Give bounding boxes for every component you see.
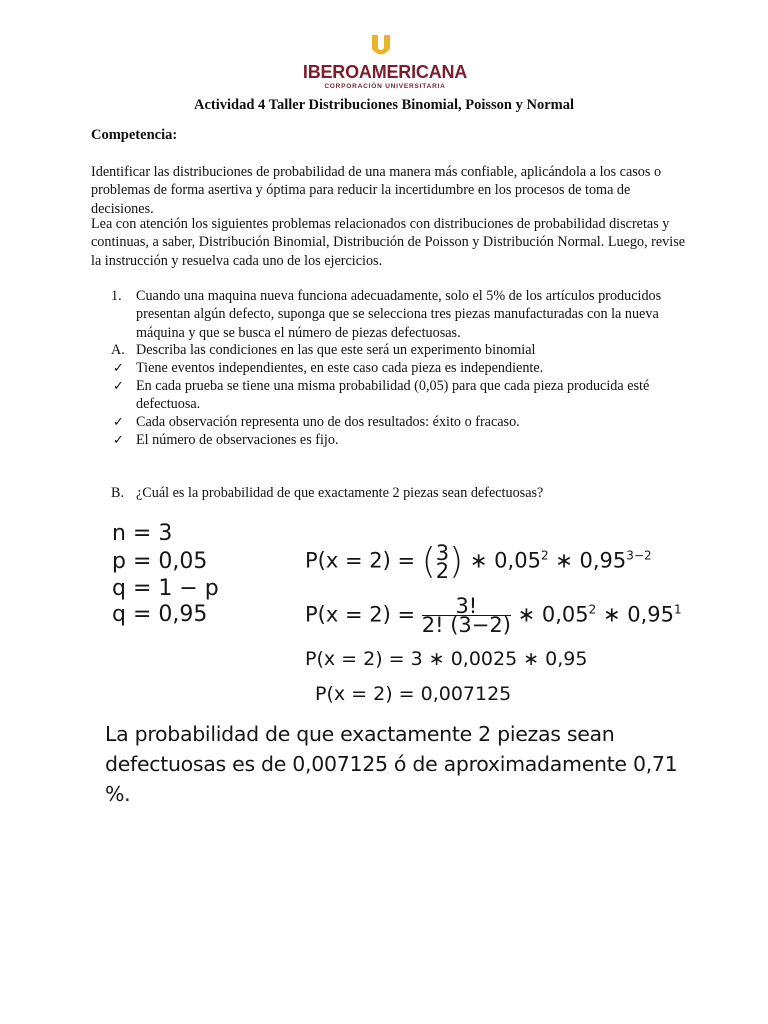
eq1-rest: ∗ 0,05	[469, 548, 541, 573]
competencia-heading: Competencia:	[91, 127, 178, 143]
part-b-text: ¿Cuál es la probabilidad de que exactamente 2 piezas sean defectuosas?	[136, 485, 544, 501]
competencia-paragraph-1: Identificar las distribuciones de probabilidad de una manera más confiable, aplicándola a los casos o problemas de forma asertiva y óptima para reducir la incertidumbre en los procesos de toma de decisiones.	[91, 164, 662, 217]
iberoamericana-logo	[290, 34, 480, 94]
eq2-exp2: 1	[674, 602, 682, 617]
logo-u-icon	[370, 34, 392, 58]
part-a-label: A.	[111, 342, 125, 358]
binom-top: 3	[435, 540, 450, 565]
page-title: Actividad 4 Taller Distribuciones Binomial, Poisson y Normal	[194, 97, 574, 113]
variable-n: n = 3	[112, 521, 173, 546]
logo-subtitle: CORPORACIÓN UNIVERSITARIA	[324, 83, 446, 90]
variable-q-formula: q = 1 − p	[112, 576, 219, 601]
factorial-fraction	[421, 594, 511, 637]
eq2-rest: ∗ 0,05	[517, 602, 589, 627]
condition-item: Tiene eventos independientes, en este caso cada pieza es independiente.	[136, 360, 544, 376]
logo-name: IBEROAMERICANA	[302, 62, 468, 82]
equation-binomial-formula	[305, 541, 652, 582]
check-icon: ✓	[113, 378, 124, 393]
handwritten-conclusion: La probabilidad de que exactamente 2 piezas sean defectuosas es de 0,007125 ó de aproximadamente 0,71 %.	[105, 722, 678, 806]
open-paren: (	[421, 541, 436, 582]
part-b-label: B.	[111, 485, 125, 501]
eq1-mid: ∗ 0,95	[548, 548, 627, 573]
eq1-lhs: P(x = 2) =	[305, 548, 416, 573]
variable-p: p = 0,05	[112, 549, 208, 574]
fraction-denominator: 2! (3−2)	[421, 613, 511, 637]
binomial-coefficient	[435, 540, 450, 583]
check-icon: ✓	[113, 414, 124, 429]
question-1-number: 1.	[111, 288, 122, 304]
check-icon: ✓	[113, 360, 124, 375]
fraction-numerator: 3!	[422, 597, 511, 616]
equation-result: P(x = 2) = 0,007125	[315, 683, 512, 705]
equation-substituted: P(x = 2) = 3 ∗ 0,0025 ∗ 0,95	[305, 648, 588, 670]
question-1-text: Cuando una maquina nueva funciona adecuadamente, solo el 5% de los artículos producidos presentan algún defecto, suponga que se selecciona tres piezas manufacturadas con la nueva máquina y que se busca el número de piezas defectuosas.	[136, 288, 662, 341]
variable-q: q = 0,95	[112, 602, 208, 627]
handwritten-solution	[90, 515, 680, 805]
condition-item: Cada observación representa uno de dos resultados: éxito o fracaso.	[136, 414, 520, 430]
eq1-exp2: 3−2	[626, 548, 652, 563]
check-icon: ✓	[113, 432, 124, 447]
condition-item: En cada prueba se tiene una misma probabilidad (0,05) para que cada pieza producida esté defectuosa.	[136, 378, 650, 413]
eq1-exp1: 2	[540, 548, 549, 563]
equation-factorial	[305, 594, 682, 637]
eq2-lhs: P(x = 2) =	[305, 602, 416, 627]
eq2-mid: ∗ 0,95	[596, 602, 674, 627]
eq2-exp1: 2	[588, 602, 597, 617]
close-paren: )	[449, 541, 464, 582]
binom-bottom: 2	[435, 558, 450, 583]
part-a-text: Describa las condiciones en las que este será un experimento binomial	[136, 342, 536, 358]
condition-item: El número de observaciones es fijo.	[136, 432, 339, 448]
competencia-paragraph-2: Lea con atención los siguientes problemas relacionados con distribuciones de probabilidad discretas y continuas, a saber, Distribución Binomial, Distribución de Poisson y Distribución Normal. Luego, revise la instrucción y resuelva cada uno de los ejercicios.	[91, 216, 686, 269]
